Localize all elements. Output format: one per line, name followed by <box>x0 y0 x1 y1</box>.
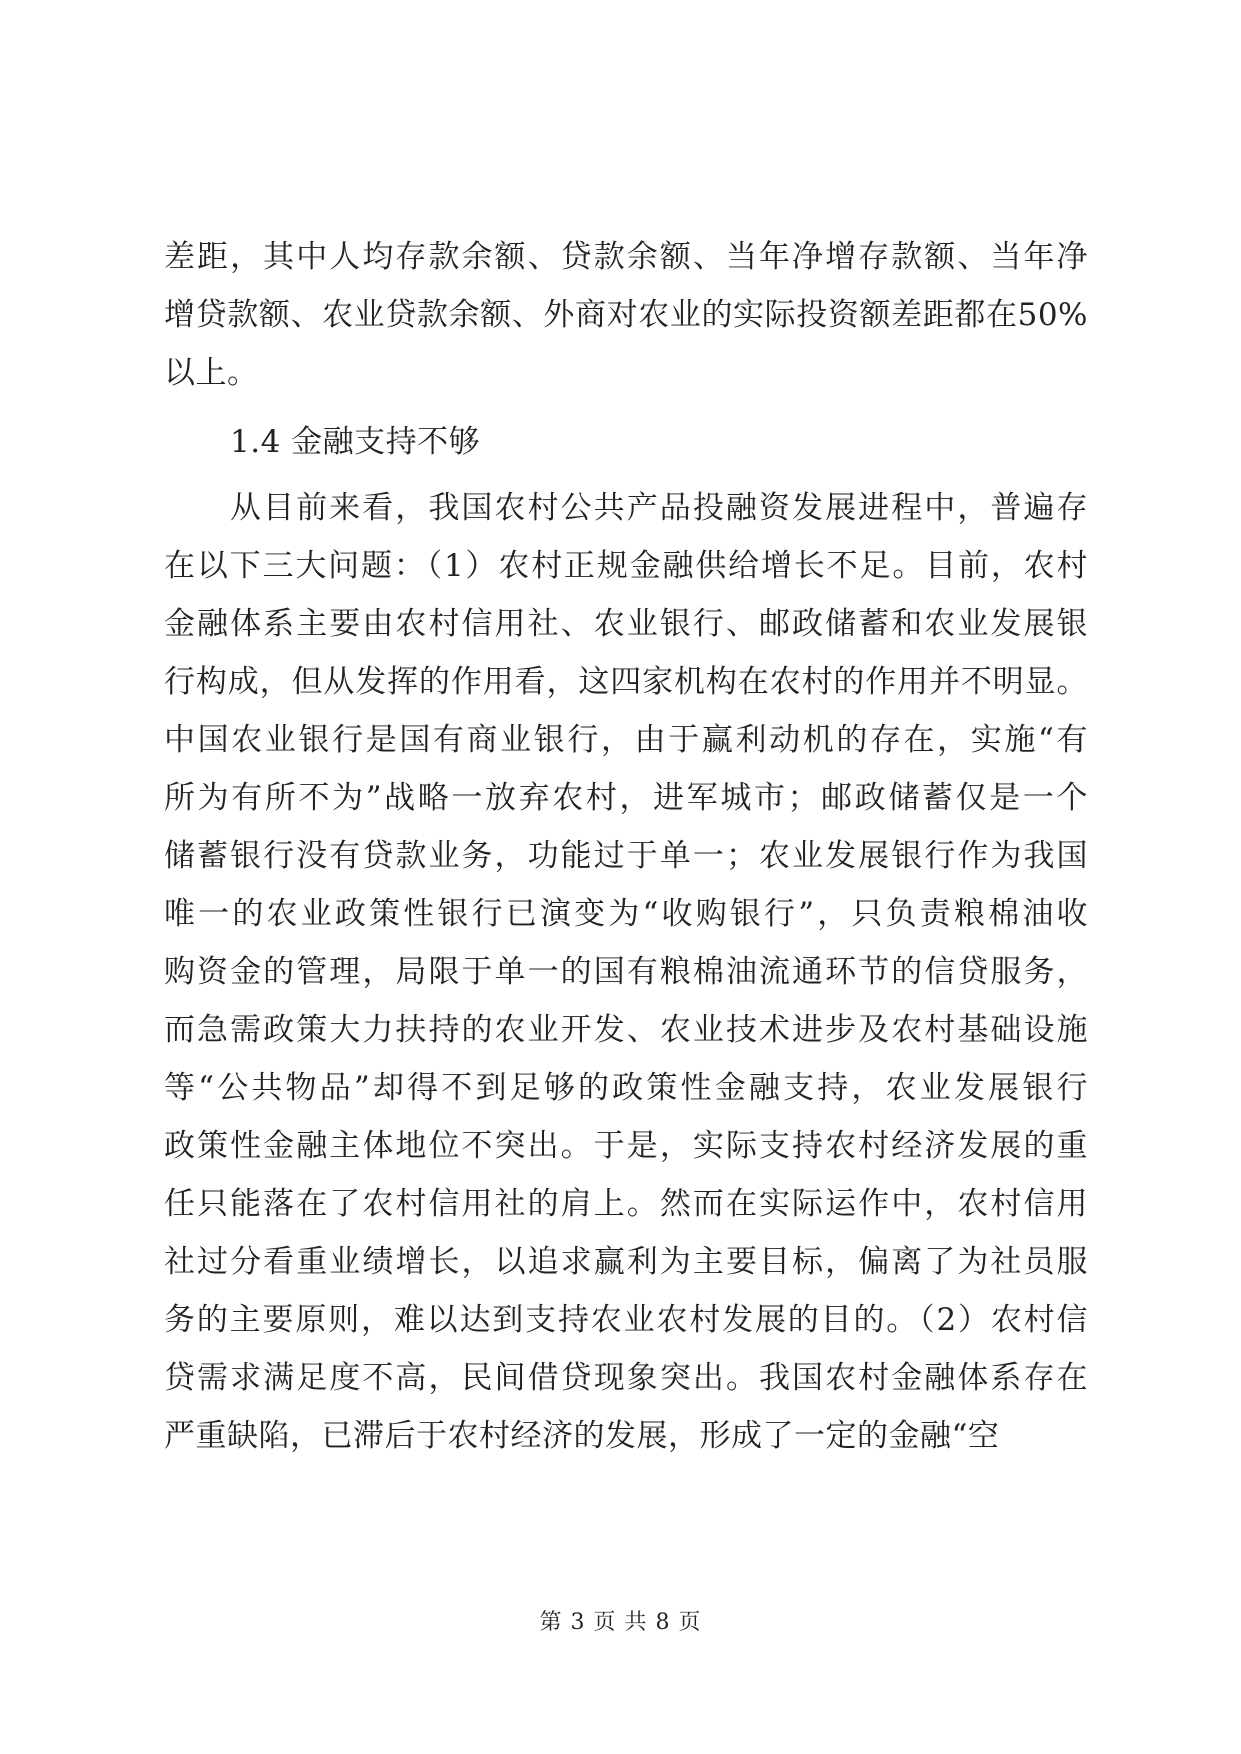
body-paragraph <box>164 479 1088 1465</box>
paragraph-line: 唯一的农业政策性银行已演变为“收购银行”，只负责粮棉油收 <box>164 896 1088 932</box>
paragraph-line: 从目前来看，我国农村公共产品投融资发展进程中，普遍存 <box>230 490 1088 526</box>
page-footer <box>0 1608 1241 1638</box>
paragraph-line: 行构成，但从发挥的作用看，这四家机构在农村的作用并不明显。 <box>164 664 1088 700</box>
paragraph-line: 以上。 <box>164 355 259 391</box>
paragraph-line: 在以下三大问题：（1）农村正规金融供给增长不足。目前，农村 <box>164 548 1088 584</box>
paragraph-line: 金融体系主要由农村信用社、农业银行、邮政储蓄和农业发展银 <box>164 606 1088 642</box>
paragraph-line: 等“公共物品”却得不到足够的政策性金融支持，农业发展银行 <box>164 1070 1088 1106</box>
paragraph-line: 所为有所不为”战略一放弃农村，进军城市；邮政储蓄仅是一个 <box>164 780 1088 816</box>
paragraph-line: 严重缺陷，已滞后于农村经济的发展，形成了一定的金融“空 <box>164 1418 1000 1454</box>
section-heading: 1.4 金融支持不够 <box>230 424 481 460</box>
paragraph-line: 政策性金融主体地位不突出。于是，实际支持农村经济发展的重 <box>164 1128 1088 1164</box>
paragraph-line: 贷需求满足度不高，民间借贷现象突出。我国农村金融体系存在 <box>164 1360 1088 1396</box>
page-indicator: 第 3 页 共 8 页 <box>539 1610 702 1635</box>
paragraph-line: 任只能落在了农村信用社的肩上。然而在实际运作中，农村信用 <box>164 1186 1088 1222</box>
paragraph-line: 增贷款额、农业贷款余额、外商对农业的实际投资额差距都在50% <box>164 297 1088 333</box>
paragraph-line: 购资金的管理，局限于单一的国有粮棉油流通环节的信贷服务， <box>164 954 1088 990</box>
paragraph-line: 而急需政策大力扶持的农业开发、农业技术进步及农村基础设施 <box>164 1012 1088 1048</box>
paragraph-line: 储蓄银行没有贷款业务，功能过于单一；农业发展银行作为我国 <box>164 838 1088 874</box>
paragraph-line: 中国农业银行是国有商业银行，由于赢利动机的存在，实施“有 <box>164 722 1088 758</box>
paragraph-line: 差距，其中人均存款余额、贷款余额、当年净增存款额、当年净 <box>164 239 1088 275</box>
continuation-paragraph <box>164 228 1088 402</box>
section-heading-block <box>164 413 1088 471</box>
paragraph-line: 社过分看重业绩增长，以追求赢利为主要目标，偏离了为社员服 <box>164 1244 1088 1280</box>
paragraph-line: 务的主要原则，难以达到支持农业农村发展的目的。（2）农村信 <box>164 1302 1088 1338</box>
